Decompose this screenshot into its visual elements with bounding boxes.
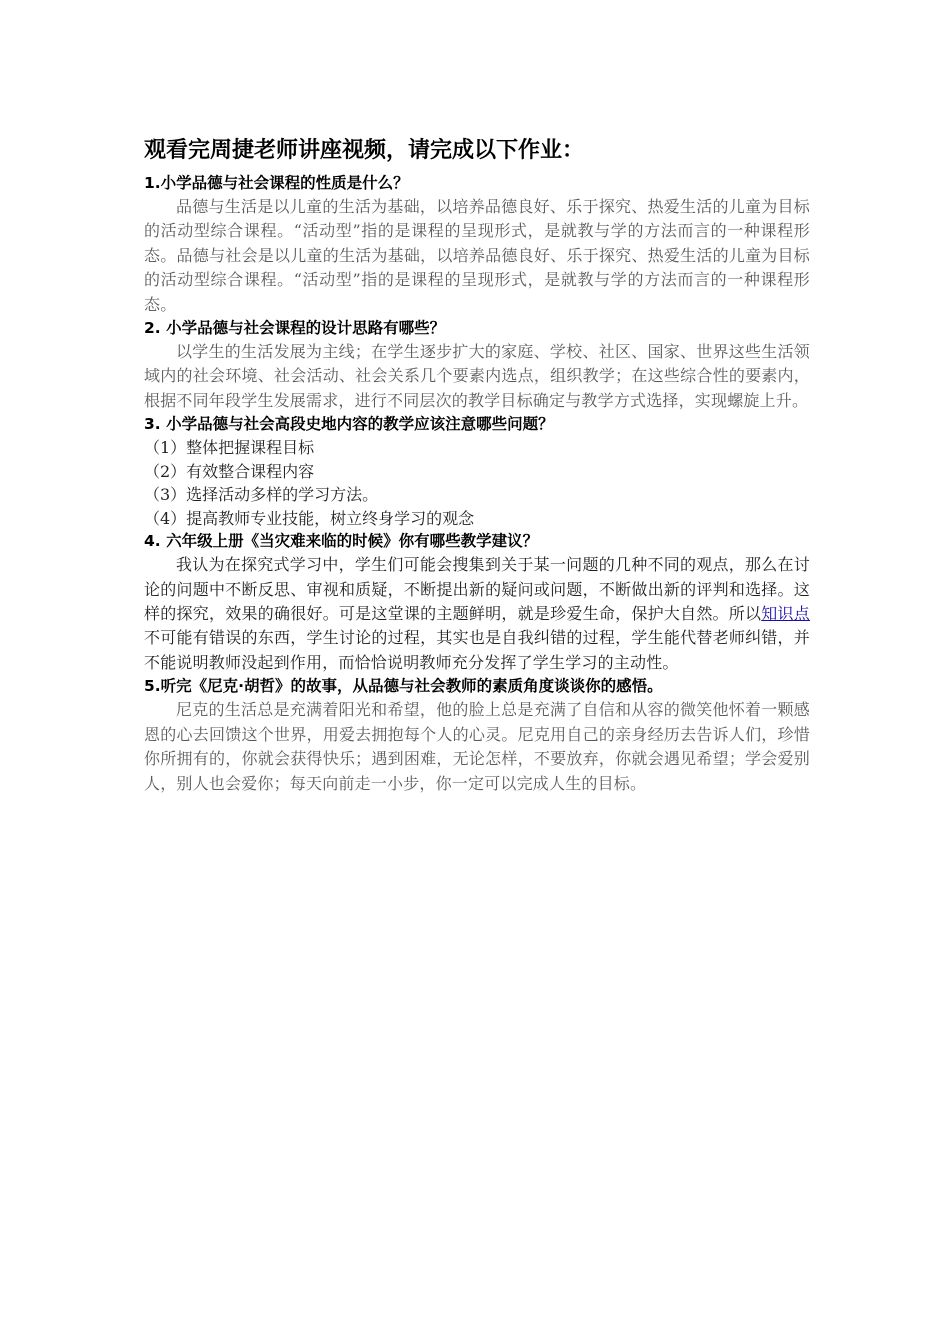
answer-5: 尼克的生活总是充满着阳光和希望，他的脸上总是充满了自信和从容的微笑他怀着一颗感恩的心去回馈这个世界，用爱去拥抱每个人的心灵。尼克用自己的亲身经历去告诉人们，珍惜你所拥有的，你就会获得快乐；遇到困难，无论怎样，不要放弃，你就会遇见希望；学会爱别人，别人也会爱你；每天向前走一小步，你一定可以完成人生的目标。 [144, 700, 810, 793]
answer-1: 品德与生活是以儿童的生活为基础，以培养品德良好、乐于探究、热爱生活的儿童为目标的活动型综合课程。“活动型”指的是课程的呈现形式，是就教与学的方法而言的一种课程形态。品德与社会是以儿童的生活为基础，以培养品德良好、乐于探究、热爱生活的儿童为目标的活动型综合课程。“活动型”指的是课程的呈现形式，是就教与学的方法而言的一种课程形态。 [144, 197, 810, 314]
question-4: 4. 六年级上册《当灾难来临的时候》你有哪些教学建议？ [144, 532, 539, 551]
document-page [144, 136, 810, 796]
list-item: （4）提高教师专业技能，树立终身学习的观念 [144, 508, 475, 528]
question-3: 3. 小学品德与社会高段史地内容的教学应该注意哪些问题？ [144, 415, 554, 434]
list-item: （2）有效整合课程内容 [144, 461, 315, 481]
knowledge-point-link[interactable]: 知识点 [761, 604, 810, 624]
list-item: （3）选择活动多样的学习方法。 [144, 485, 379, 505]
question-5: 5.听完《尼克·胡哲》的故事，从品德与社会教师的素质角度谈谈你的感悟。 [144, 677, 663, 696]
answer-4-text-after: 不可能有错误的东西，学生讨论的过程，其实也是自我纠错的过程，学生能代替老师纠错，并不能说明教师没起到作用，而恰恰说明教师充分发挥了学生学习的主动性。 [144, 628, 810, 672]
page-title: 观看完周捷老师讲座视频，请完成以下作业： [144, 138, 585, 163]
answer-4-text-before: 我认为在探究式学习中，学生们可能会搜集到关于某一问题的几种不同的观点，那么在讨论的问题中不断反思、审视和质疑，不断提出新的疑问或问题，不断做出新的评判和选择。这样的探究，效果的确很好。可是这堂课的主题鲜明，就是珍爱生命，保护大自然。所以 [144, 555, 810, 624]
question-2: 2. 小学品德与社会课程的设计思路有哪些？ [144, 319, 446, 338]
answer-2: 以学生的生活发展为主线；在学生逐步扩大的家庭、学校、社区、国家、世界这些生活领域内的社会环境、社会活动、社会关系几个要素内选点，组织教学；在这些综合性的要素内，根据不同年段学生发展需求，进行不同层次的教学目标确定与教学方式选择，实现螺旋上升。 [144, 342, 810, 410]
question-1: 1.小学品德与社会课程的性质是什么？ [144, 174, 409, 192]
list-item: （1）整体把握课程目标 [144, 438, 315, 458]
answer-4 [144, 553, 810, 675]
